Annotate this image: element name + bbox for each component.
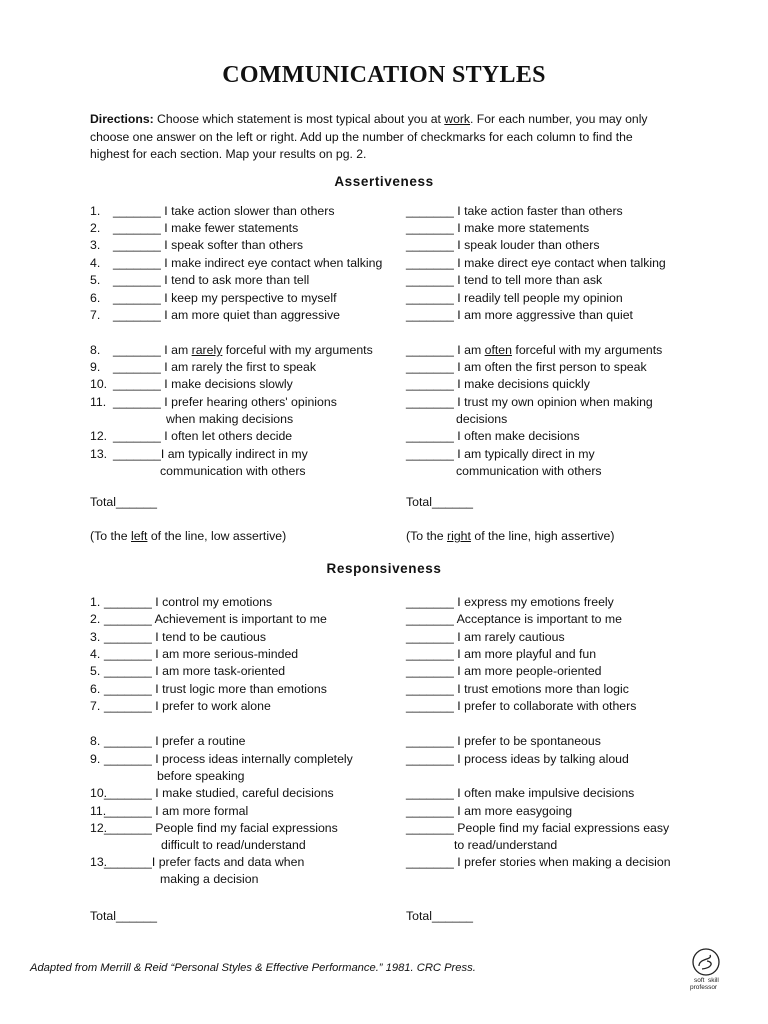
responsiveness-left-item-10 xyxy=(90,785,334,802)
item-text: _______ I make decisions slowly xyxy=(113,377,293,391)
assertiveness-total-right: Total______ xyxy=(406,495,474,509)
item-number: 8. xyxy=(90,343,101,357)
note-left-pre: (To the xyxy=(90,529,132,543)
item-number: 10. xyxy=(90,786,108,800)
item-number: 12. xyxy=(90,821,108,835)
item-text: _______ I am rarely the first to speak xyxy=(113,360,317,374)
responsiveness-left-item-4 xyxy=(90,646,298,663)
softskill-professor-logo xyxy=(688,946,724,996)
assertiveness-right-item-13-continuation: communication with others xyxy=(456,464,602,478)
note-left-underlined: left xyxy=(131,529,148,543)
item-text: _______ I keep my perspective to myself xyxy=(113,291,337,305)
item-number: 6. xyxy=(90,291,101,305)
responsiveness-right-item-5: _______ I am more people-oriented xyxy=(406,664,602,678)
responsiveness-left-item-9-continuation: before speaking xyxy=(157,769,245,783)
item-text: _______ I am more task-oriented xyxy=(104,664,286,678)
directions-label: Directions: xyxy=(90,112,154,126)
assertiveness-left-item-4 xyxy=(90,255,382,272)
item-text: _______ I am more formal xyxy=(104,804,249,818)
note-right-post: of the line, high assertive) xyxy=(470,529,615,543)
responsiveness-heading: Responsiveness xyxy=(326,561,442,576)
item-text: _______I prefer facts and data when xyxy=(104,855,305,869)
assertiveness-right-item-8 xyxy=(406,342,662,359)
responsiveness-right-item-6: _______ I trust emotions more than logic xyxy=(406,682,629,696)
item-text: _______ I prefer a routine xyxy=(104,734,246,748)
responsiveness-right-item-12-continuation: to read/understand xyxy=(454,838,558,852)
responsiveness-left-item-11 xyxy=(90,803,248,820)
note-left-post: of the line, low assertive) xyxy=(147,529,287,543)
assertiveness-left-item-11 xyxy=(90,394,337,411)
responsiveness-total-left: Total______ xyxy=(90,909,158,923)
responsiveness-left-item-9 xyxy=(90,751,353,768)
assertiveness-right-item-9: _______ I am often the first person to speak xyxy=(406,360,647,374)
directions-text-post: . For each number, you may only choose one answer on the left or right. Add up the number of checkmarks for each column to find the highest for each section. Map your results on pg. 2. xyxy=(90,112,648,161)
item-number: 7. xyxy=(90,308,101,322)
item-text-u: rarely xyxy=(191,343,223,357)
item-number: 11. xyxy=(90,395,107,409)
item-number: 2. xyxy=(90,612,101,626)
responsiveness-left-item-7 xyxy=(90,698,271,715)
item-text-post: forceful with my arguments xyxy=(222,343,373,357)
item-number: 9. xyxy=(90,360,101,374)
assertiveness-right-item-13: _______ I am typically direct in my xyxy=(406,447,595,461)
responsiveness-right-item-10: _______ I often make impulsive decisions xyxy=(406,786,635,800)
item-number: 1. xyxy=(90,595,101,609)
responsiveness-right-item-12: _______ People find my facial expressions easy xyxy=(406,821,670,835)
item-number: 7. xyxy=(90,699,101,713)
item-number: 13. xyxy=(90,447,108,461)
responsiveness-left-item-8 xyxy=(90,733,246,750)
assertiveness-right-item-3: _______ I speak louder than others xyxy=(406,238,600,252)
responsiveness-right-item-3: _______ I am rarely cautious xyxy=(406,630,565,644)
item-text: _______ I speak softer than others xyxy=(113,238,304,252)
responsiveness-left-item-6 xyxy=(90,681,327,698)
item-text: _______ I take action slower than others xyxy=(113,204,335,218)
item-number: 10. xyxy=(90,377,108,391)
item-number: 11. xyxy=(90,804,107,818)
item-text: _______ I prefer to work alone xyxy=(104,699,271,713)
item-text: _______ I make studied, careful decisions xyxy=(104,786,334,800)
assertiveness-right-item-10: _______ I make decisions quickly xyxy=(406,377,590,391)
item-text: _______ I make fewer statements xyxy=(113,221,299,235)
assertiveness-left-item-12 xyxy=(90,428,292,445)
assertiveness-right-item-1: _______ I take action faster than others xyxy=(406,204,623,218)
assertiveness-left-item-8 xyxy=(90,342,373,359)
page-title: COMMUNICATION STYLES xyxy=(222,62,546,88)
logo-text-skill: skill xyxy=(708,977,719,984)
item-number: 2. xyxy=(90,221,101,235)
item-text: _______ I trust logic more than emotions xyxy=(104,682,327,696)
item-text: _______ Achievement is important to me xyxy=(104,612,327,626)
item-text: _______ I often let others decide xyxy=(113,429,293,443)
item-text: _______ I am more quiet than aggressive xyxy=(113,308,340,322)
logo-text-soft: soft xyxy=(694,977,705,984)
assertiveness-left-item-9 xyxy=(90,359,316,376)
item-text: _______ I make indirect eye contact when talking xyxy=(113,256,383,270)
assertiveness-left-item-10 xyxy=(90,376,293,393)
responsiveness-right-item-7: _______ I prefer to collaborate with others xyxy=(406,699,637,713)
assertiveness-left-item-5 xyxy=(90,272,309,289)
assertiveness-left-item-13-continuation: communication with others xyxy=(160,464,306,478)
item-number: 6. xyxy=(90,682,101,696)
item-text-post: forceful with my arguments xyxy=(511,343,663,357)
responsiveness-right-item-8: _______ I prefer to be spontaneous xyxy=(406,734,601,748)
item-number: 9. xyxy=(90,752,101,766)
item-text-pre: _______ I am xyxy=(406,343,485,357)
responsiveness-left-item-5 xyxy=(90,663,285,680)
item-text: _______ People find my facial expressions xyxy=(104,821,338,835)
responsiveness-right-item-9: _______ I process ideas by talking aloud xyxy=(406,752,629,766)
item-number: 12. xyxy=(90,429,108,443)
item-number: 4. xyxy=(90,647,101,661)
assertiveness-left-item-7 xyxy=(90,307,340,324)
assertiveness-heading: Assertiveness xyxy=(334,174,434,189)
note-right-underlined: right xyxy=(447,529,471,543)
item-text: _______ I process ideas internally completely xyxy=(104,752,353,766)
item-text: _______ I am more serious-minded xyxy=(104,647,299,661)
assertiveness-left-item-13 xyxy=(90,446,308,463)
assertiveness-right-item-4: _______ I make direct eye contact when talking xyxy=(406,256,666,270)
responsiveness-right-item-2: _______ Acceptance is important to me xyxy=(406,612,623,626)
assertiveness-right-item-6: _______ I readily tell people my opinion xyxy=(406,291,623,305)
responsiveness-right-item-11: _______ I am more easygoing xyxy=(406,804,573,818)
directions-paragraph xyxy=(90,111,670,164)
assertiveness-left-item-2 xyxy=(90,220,298,237)
item-text-u: often xyxy=(484,343,512,357)
item-number: 1. xyxy=(90,204,101,218)
responsiveness-left-item-12 xyxy=(90,820,338,837)
assertiveness-right-item-2: _______ I make more statements xyxy=(406,221,590,235)
footer-citation: Adapted from Merrill & Reid “Personal Styles & Effective Performance.” 1981. CRC Press. xyxy=(30,962,476,974)
responsiveness-total-right: Total______ xyxy=(406,909,474,923)
item-text: _______ I control my emotions xyxy=(104,595,273,609)
logo-text-professor: professor xyxy=(690,984,718,991)
assertiveness-left-item-3 xyxy=(90,237,303,254)
assertiveness-right-item-7: _______ I am more aggressive than quiet xyxy=(406,308,633,322)
assertiveness-note-left xyxy=(90,528,286,545)
assertiveness-note-right xyxy=(406,528,614,545)
item-text: _______ I prefer hearing others' opinions xyxy=(113,395,337,409)
directions-text-pre: Choose which statement is most typical about you at xyxy=(153,112,445,126)
responsiveness-right-item-13: _______ I prefer stories when making a decision xyxy=(406,855,671,869)
responsiveness-left-item-1 xyxy=(90,594,272,611)
item-number: 3. xyxy=(90,238,101,252)
item-number: 8. xyxy=(90,734,101,748)
item-text: _______ I tend to ask more than tell xyxy=(113,273,310,287)
item-number: 13. xyxy=(90,855,108,869)
responsiveness-left-item-13 xyxy=(90,854,304,871)
item-number: 5. xyxy=(90,664,101,678)
assertiveness-right-item-11: _______ I trust my own opinion when making xyxy=(406,395,653,409)
item-text: _______I am typically indirect in my xyxy=(113,447,308,461)
responsiveness-right-item-1: _______ I express my emotions freely xyxy=(406,595,614,609)
item-number: 3. xyxy=(90,630,101,644)
assertiveness-right-item-5: _______ I tend to tell more than ask xyxy=(406,273,603,287)
responsiveness-left-item-3 xyxy=(90,629,266,646)
responsiveness-left-item-2 xyxy=(90,611,327,628)
assertiveness-left-item-1 xyxy=(90,203,335,220)
item-text-pre: _______ I am xyxy=(113,343,192,357)
responsiveness-left-item-13-continuation: making a decision xyxy=(160,872,259,886)
responsiveness-left-item-12-continuation: difficult to read/understand xyxy=(161,838,306,852)
assertiveness-left-item-11-continuation: when making decisions xyxy=(166,412,294,426)
note-right-pre: (To the xyxy=(406,529,448,543)
assertiveness-right-item-11-continuation: decisions xyxy=(456,412,508,426)
item-text: _______ I tend to be cautious xyxy=(104,630,267,644)
assertiveness-total-left: Total______ xyxy=(90,495,158,509)
item-number: 5. xyxy=(90,273,101,287)
item-number: 4. xyxy=(90,256,101,270)
responsiveness-right-item-4: _______ I am more playful and fun xyxy=(406,647,597,661)
assertiveness-left-item-6 xyxy=(90,290,337,307)
directions-work: work xyxy=(444,112,471,126)
assertiveness-right-item-12: _______ I often make decisions xyxy=(406,429,580,443)
